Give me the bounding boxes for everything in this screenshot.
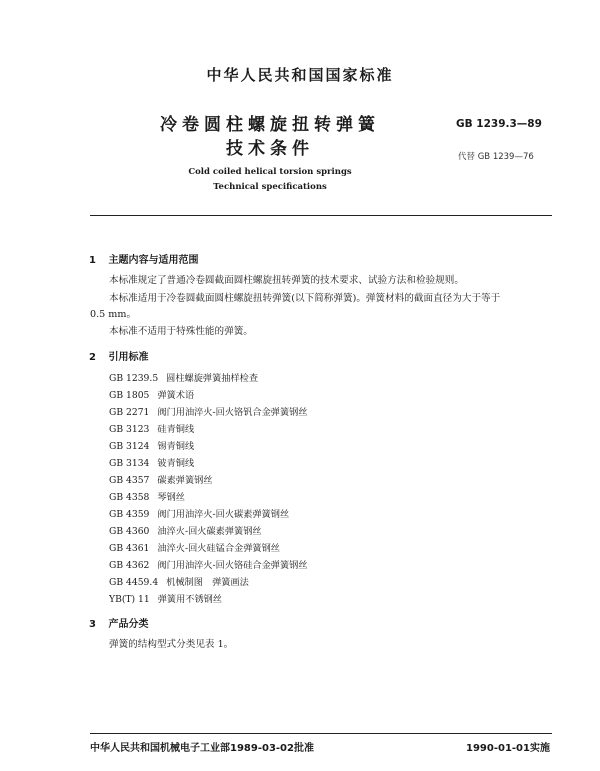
reference-item <box>109 574 249 588</box>
bottom-divider <box>90 733 552 734</box>
reference-code: GB 1805 <box>109 390 150 401</box>
reference-item <box>109 455 194 469</box>
section-3-number: 3 <box>89 619 96 630</box>
reference-title: 弹簧术语 <box>157 390 195 401</box>
section-3-heading <box>89 615 148 630</box>
reference-item <box>109 557 308 571</box>
reference-title: 碳素弹簧钢丝 <box>157 475 213 486</box>
reference-title: 油淬火-回火硅锰合金弹簧钢丝 <box>157 543 280 554</box>
document-title-en-line1: Cold coiled helical torsion springs <box>188 167 352 177</box>
reference-code: GB 4362 <box>109 560 150 571</box>
reference-code: GB 4459.4 <box>109 577 159 588</box>
section-1-number: 1 <box>89 255 96 266</box>
section-1-title: 主题内容与适用范围 <box>108 255 199 266</box>
reference-title: 圆柱螺旋弹簧抽样检查 <box>166 373 259 384</box>
section-3-paragraph-1: 弹簧的结构型式分类见表 1。 <box>109 639 234 650</box>
reference-code: YB(T) 11 <box>109 594 150 605</box>
reference-item <box>109 591 222 605</box>
reference-item <box>109 438 194 452</box>
reference-item <box>109 387 194 401</box>
reference-title: 阀门用油淬火-回火铬钒合金弹簧钢丝 <box>157 407 308 418</box>
standard-number: GB 1239.3—89 <box>456 118 542 130</box>
document-title-cn-line2: 技术条件 <box>226 139 314 159</box>
reference-item <box>109 540 280 554</box>
section-3-title: 产品分类 <box>108 619 149 630</box>
implementation-date: 1990-01-01实施 <box>466 743 550 754</box>
replaces-standard: 代替 GB 1239—76 <box>458 152 534 162</box>
section-1-paragraph-1: 本标准规定了普通冷卷圆截面圆柱螺旋扭转弹簧的技术要求、试验方法和检验规则。 <box>109 275 464 286</box>
reference-title: 弹簧用不锈钢丝 <box>157 594 223 605</box>
section-1-heading <box>89 251 198 266</box>
top-divider <box>90 215 552 216</box>
reference-code: GB 3134 <box>109 458 150 469</box>
reference-code: GB 1239.5 <box>109 373 159 384</box>
reference-code: GB 4361 <box>109 543 150 554</box>
section-2-heading <box>89 348 148 363</box>
section-1-paragraph-2: 本标准适用于冷卷圆截面圆柱螺旋扭转弹簧(以下简称弹簧)。弹簧材料的截面直径为大于等于 <box>109 293 501 304</box>
reference-code: GB 3124 <box>109 441 150 452</box>
document-title-en-line2: Technical specifications <box>213 182 327 192</box>
reference-item <box>109 489 185 503</box>
reference-title: 机械制图 弹簧画法 <box>166 577 249 588</box>
approval-line: 中华人民共和国机械电子工业部1989-03-02批准 <box>90 743 314 754</box>
reference-title: 阀门用油淬火-回火碳素弹簧钢丝 <box>157 509 290 520</box>
section-2-number: 2 <box>89 352 96 363</box>
reference-code: GB 4357 <box>109 475 150 486</box>
reference-item <box>109 506 289 520</box>
reference-title: 阀门用油淬火-回火铬硅合金弹簧钢丝 <box>157 560 308 571</box>
reference-code: GB 4359 <box>109 509 150 520</box>
reference-title: 铍青铜线 <box>157 458 195 469</box>
reference-code: GB 3123 <box>109 424 150 435</box>
section-1-paragraph-3: 本标准不适用于特殊性能的弹簧。 <box>109 326 253 337</box>
section-1-paragraph-2-cont: 0.5 mm。 <box>90 309 137 320</box>
reference-item <box>109 472 213 486</box>
reference-item <box>109 404 308 418</box>
reference-title: 琴钢丝 <box>157 492 185 503</box>
standard-header: 中华人民共和国国家标准 <box>206 66 394 84</box>
section-2-title: 引用标准 <box>108 352 149 363</box>
document-title-cn-line1: 冷卷圆柱螺旋扭转弹簧 <box>160 115 380 135</box>
reference-code: GB 2271 <box>109 407 150 418</box>
reference-code: GB 4358 <box>109 492 150 503</box>
reference-title: 锡青铜线 <box>157 441 195 452</box>
reference-code: GB 4360 <box>109 526 150 537</box>
reference-title: 硅青铜线 <box>157 424 195 435</box>
reference-item <box>109 523 262 537</box>
reference-item <box>109 421 194 435</box>
reference-title: 油淬火-回火碳素弹簧钢丝 <box>157 526 262 537</box>
reference-item <box>109 370 258 384</box>
